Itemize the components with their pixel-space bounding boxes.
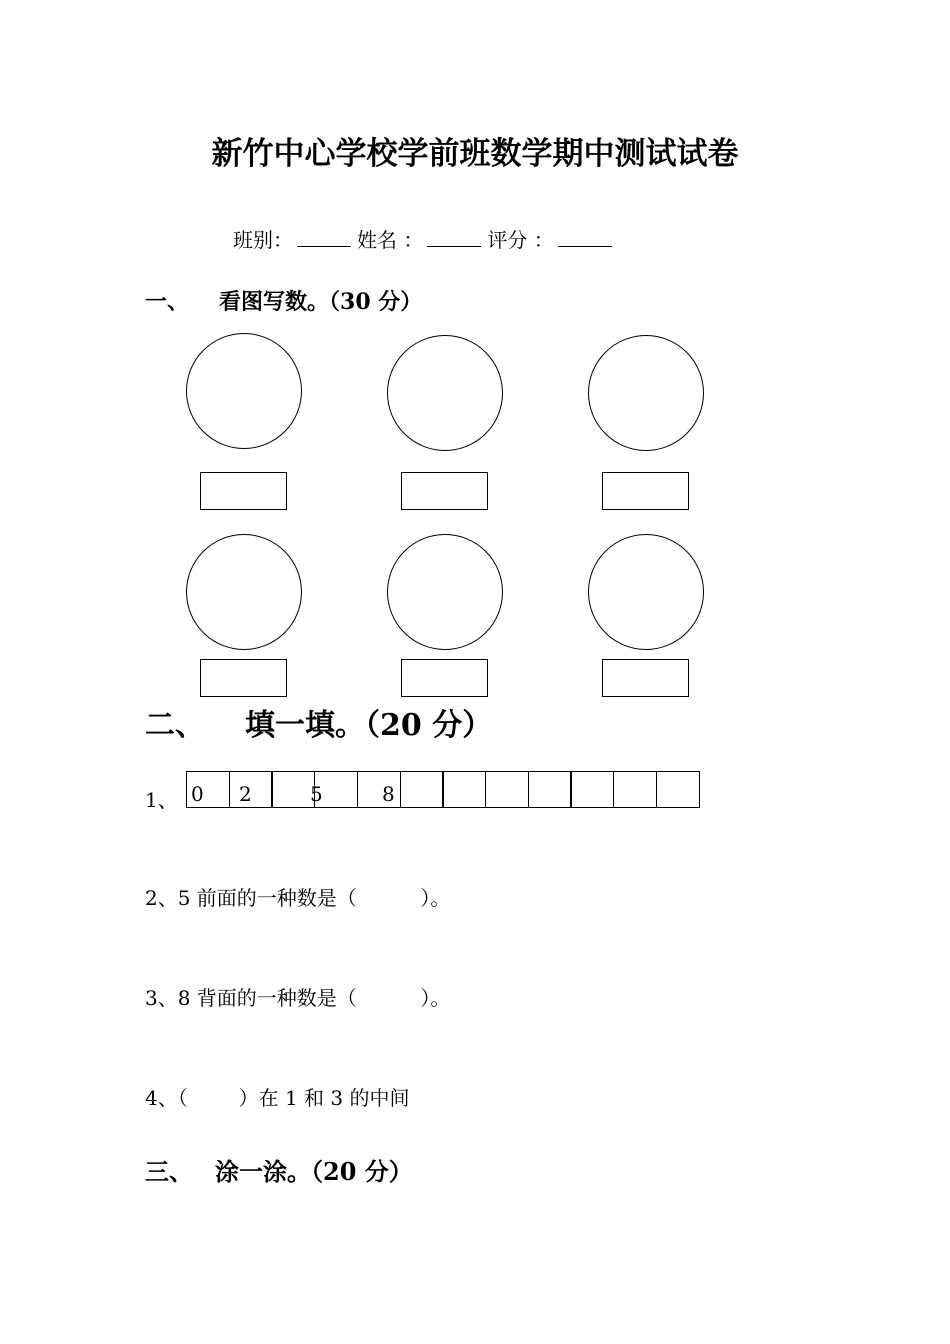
sequence-cell[interactable] [570,771,614,808]
sequence-cell[interactable] [656,771,700,808]
section-1-number: 一、 [145,289,190,315]
question-4: 4、（ ）在 1 和 3 的中间 [145,1086,410,1110]
page-title: 新竹中心学校学前班数学期中测试试卷 [211,136,739,172]
section-1-heading [145,285,422,316]
picture-circle-3 [588,335,704,451]
question-3: 3、8 背面的一种数是（ ）。 [145,986,451,1010]
picture-circle-4 [186,534,302,650]
question-2: 2、5 前面的一种数是（ ）。 [145,886,451,910]
answer-box-3[interactable] [602,472,689,510]
sequence-cell[interactable] [442,771,486,808]
name-label: 姓名 ： [357,228,424,252]
answer-box-1[interactable] [200,472,287,510]
name-blank[interactable] [427,228,481,247]
section-3-title: 涂一涂。（20 分） [215,1157,413,1186]
sequence-cell[interactable] [528,771,572,808]
sequence-number: 2 [239,782,252,806]
picture-circle-5 [387,534,503,650]
question-1-label: 1、 [145,788,178,812]
picture-circle-6 [588,534,704,650]
class-blank[interactable] [297,228,351,247]
answer-box-6[interactable] [602,659,689,697]
sequence-cell[interactable] [613,771,657,808]
section-2-heading [145,700,492,744]
picture-circle-1 [186,333,302,449]
answer-box-5[interactable] [401,659,488,697]
picture-circle-2 [387,335,503,451]
score-label: 评分 ： [487,228,554,252]
section-2-title: 填一填。（20 分） [245,708,493,743]
sequence-cell[interactable] [485,771,529,808]
answer-box-2[interactable] [401,472,488,510]
class-label: 班别： [233,228,293,252]
score-blank[interactable] [558,228,612,247]
number-sequence-strip [186,771,700,808]
student-info-line [233,224,618,253]
section-2-number: 二、 [145,708,205,743]
sequence-number: 5 [310,782,323,806]
answer-box-4[interactable] [200,659,287,697]
sequence-number: 8 [382,782,395,806]
sequence-cell[interactable] [400,771,444,808]
section-3-heading [145,1152,413,1187]
sequence-cell[interactable] [271,771,315,808]
section-1-title: 看图写数。（30 分） [219,289,423,315]
section-3-number: 三、 [145,1157,193,1186]
sequence-number: 0 [191,782,204,806]
